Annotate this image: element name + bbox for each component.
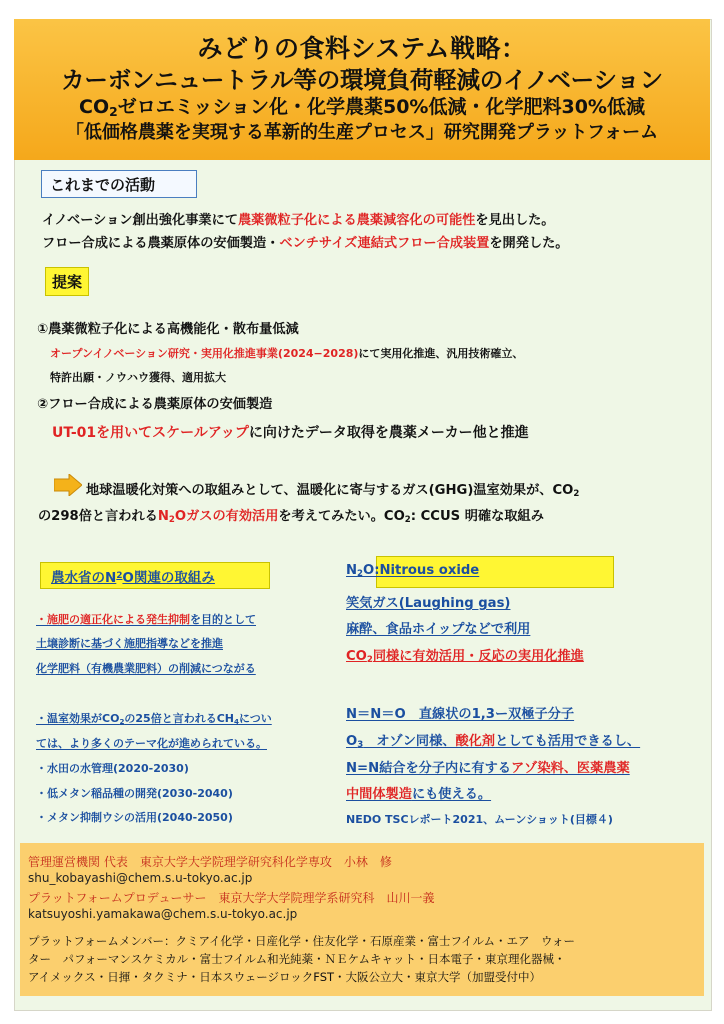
n2o-structure: N＝N＝O 直線状の1,3ー双極子分子 [346, 707, 575, 722]
ghg-line-1: 地球温暖化対策への取組みとして、温暖化に寄与するガス(GHG)温室効果が、$CO_2$ [86, 483, 580, 500]
history-line-2: フロー合成による農薬原体の安価製造・ベンチサイズ連結式フロー合成装置を開発した。 [42, 236, 569, 251]
ghg-line-2: の298倍と言われる$N_2O$ガスの有効活用を考えてみたい。$CO_2$: CCUS 明確な取組み [38, 509, 544, 526]
maff-point-1-line-3: 化学肥料（有機農業肥料）の削減につながる [36, 662, 256, 675]
n2o-line-2: 麻酔、食品ホイップなどで利用 [346, 622, 531, 637]
members-line-1: プラットフォームメンバー：クミアイ化学・日産化学・住友化学・石原産業・富士フイルム・エア ウォー [28, 934, 576, 948]
n2o-azo: N=N結合を分子内に有するアゾ染料、医薬農薬 [346, 761, 630, 776]
title-line-4: 「低価格農薬を実現する革新的生産プロセス」研究開発プラットフォーム [65, 122, 659, 143]
n2o-line-1: 笑気ガス(Laughing gas) [346, 596, 511, 611]
maff-list-item: ・水田の水管理(2020-2030) [36, 762, 189, 775]
proposal-label: 提案 [45, 267, 89, 296]
maff-list-item: ・低メタン稲品種の開発(2030-2040) [36, 787, 233, 800]
nedo-reference: NEDO TSCレポート2021、ムーンショット(目標４) [346, 813, 613, 826]
footer [20, 843, 704, 996]
proposal-item-1-detail: オープンイノベーション研究・実用化推進事業(2024−2028)にて実用化推進、汎用技術確立、 [50, 347, 524, 360]
maff-list-item: ・メタン抑制ウシの活用(2040-2050) [36, 811, 233, 824]
maff-point-1: ・施肥の適正化による発生抑制を目的として [36, 613, 256, 626]
maff-point-2-line-2: ては、より多くのテーマ化が進められている。 [36, 737, 267, 750]
maff-label: 農水省のN 2 O関連の取組み [40, 562, 270, 589]
n2o-label: $N_2O:Nitrous$ oxide [346, 563, 480, 580]
poster-header [14, 19, 710, 160]
title-line-3: $CO_2$ゼロエミッション化・化学農薬50%低減・化学肥料30%低減 [79, 96, 645, 120]
producer-email[interactable]: katsuyoshi.yamakawa@chem.s.u-tokyo.ac.jp [28, 907, 298, 921]
proposal-item-1-detail-2: 特許出願・ノウハウ獲得、適用拡大 [50, 371, 226, 384]
members-line-2: ター パフォーマンスケミカル・富士フイルム和光純薬・ＮＥケムキャット・日本電子・東京理化器械・ [28, 952, 566, 966]
proposal-item-1-title: ①農薬微粒子化による高機能化・散布量低減 [37, 322, 299, 337]
history-label: これまでの活動 [41, 170, 197, 198]
producer-info: プラットフォームプロデューサー 東京大学大学院理学系研究科 山川一義 [28, 891, 435, 905]
manager-email[interactable]: shu_kobayashi@chem.s.u-tokyo.ac.jp [28, 871, 253, 885]
members-line-3: アイメックス・日揮・タクミナ・日本スウェージロックFST・大阪公立大・東京大学（加盟受付中） [28, 970, 542, 984]
title-line-1: みどりの食料システム戦略： [197, 34, 527, 63]
maff-point-2: ・温室効果が$CO_2$の25倍と言われる$CH_4$につい [36, 712, 272, 726]
history-line-1: イノベーション創出強化事業にて農薬微粒子化による農薬減容化の可能性を見出した。 [42, 213, 555, 228]
title-line-2: カーボンニュートラル等の環境負荷軽減のイノベーション [61, 66, 663, 94]
n2o-oxidant: $O_3$ オゾン同様、酸化剤としても活用できるし、 [346, 734, 641, 751]
n2o-intermediate: 中間体製造にも使える。 [346, 787, 492, 802]
proposal-item-2-title: ②フロー合成による農薬原体の安価製造 [37, 397, 273, 412]
maff-point-1-line-2: 土壌診断に基づく施肥指導などを推進 [36, 637, 223, 650]
arrow-right-icon [54, 474, 82, 496]
manager-info: 管理運営機関 代表 東京大学大学院理学研究科化学専攻 小林 修 [28, 855, 392, 869]
proposal-item-2-detail: UT-01を用いてスケールアップに向けたデータ取得を農薬メーカー他と推進 [52, 425, 529, 441]
n2o-line-3: $CO_2$同様に有効活用・反応の実用化推進 [346, 649, 584, 666]
